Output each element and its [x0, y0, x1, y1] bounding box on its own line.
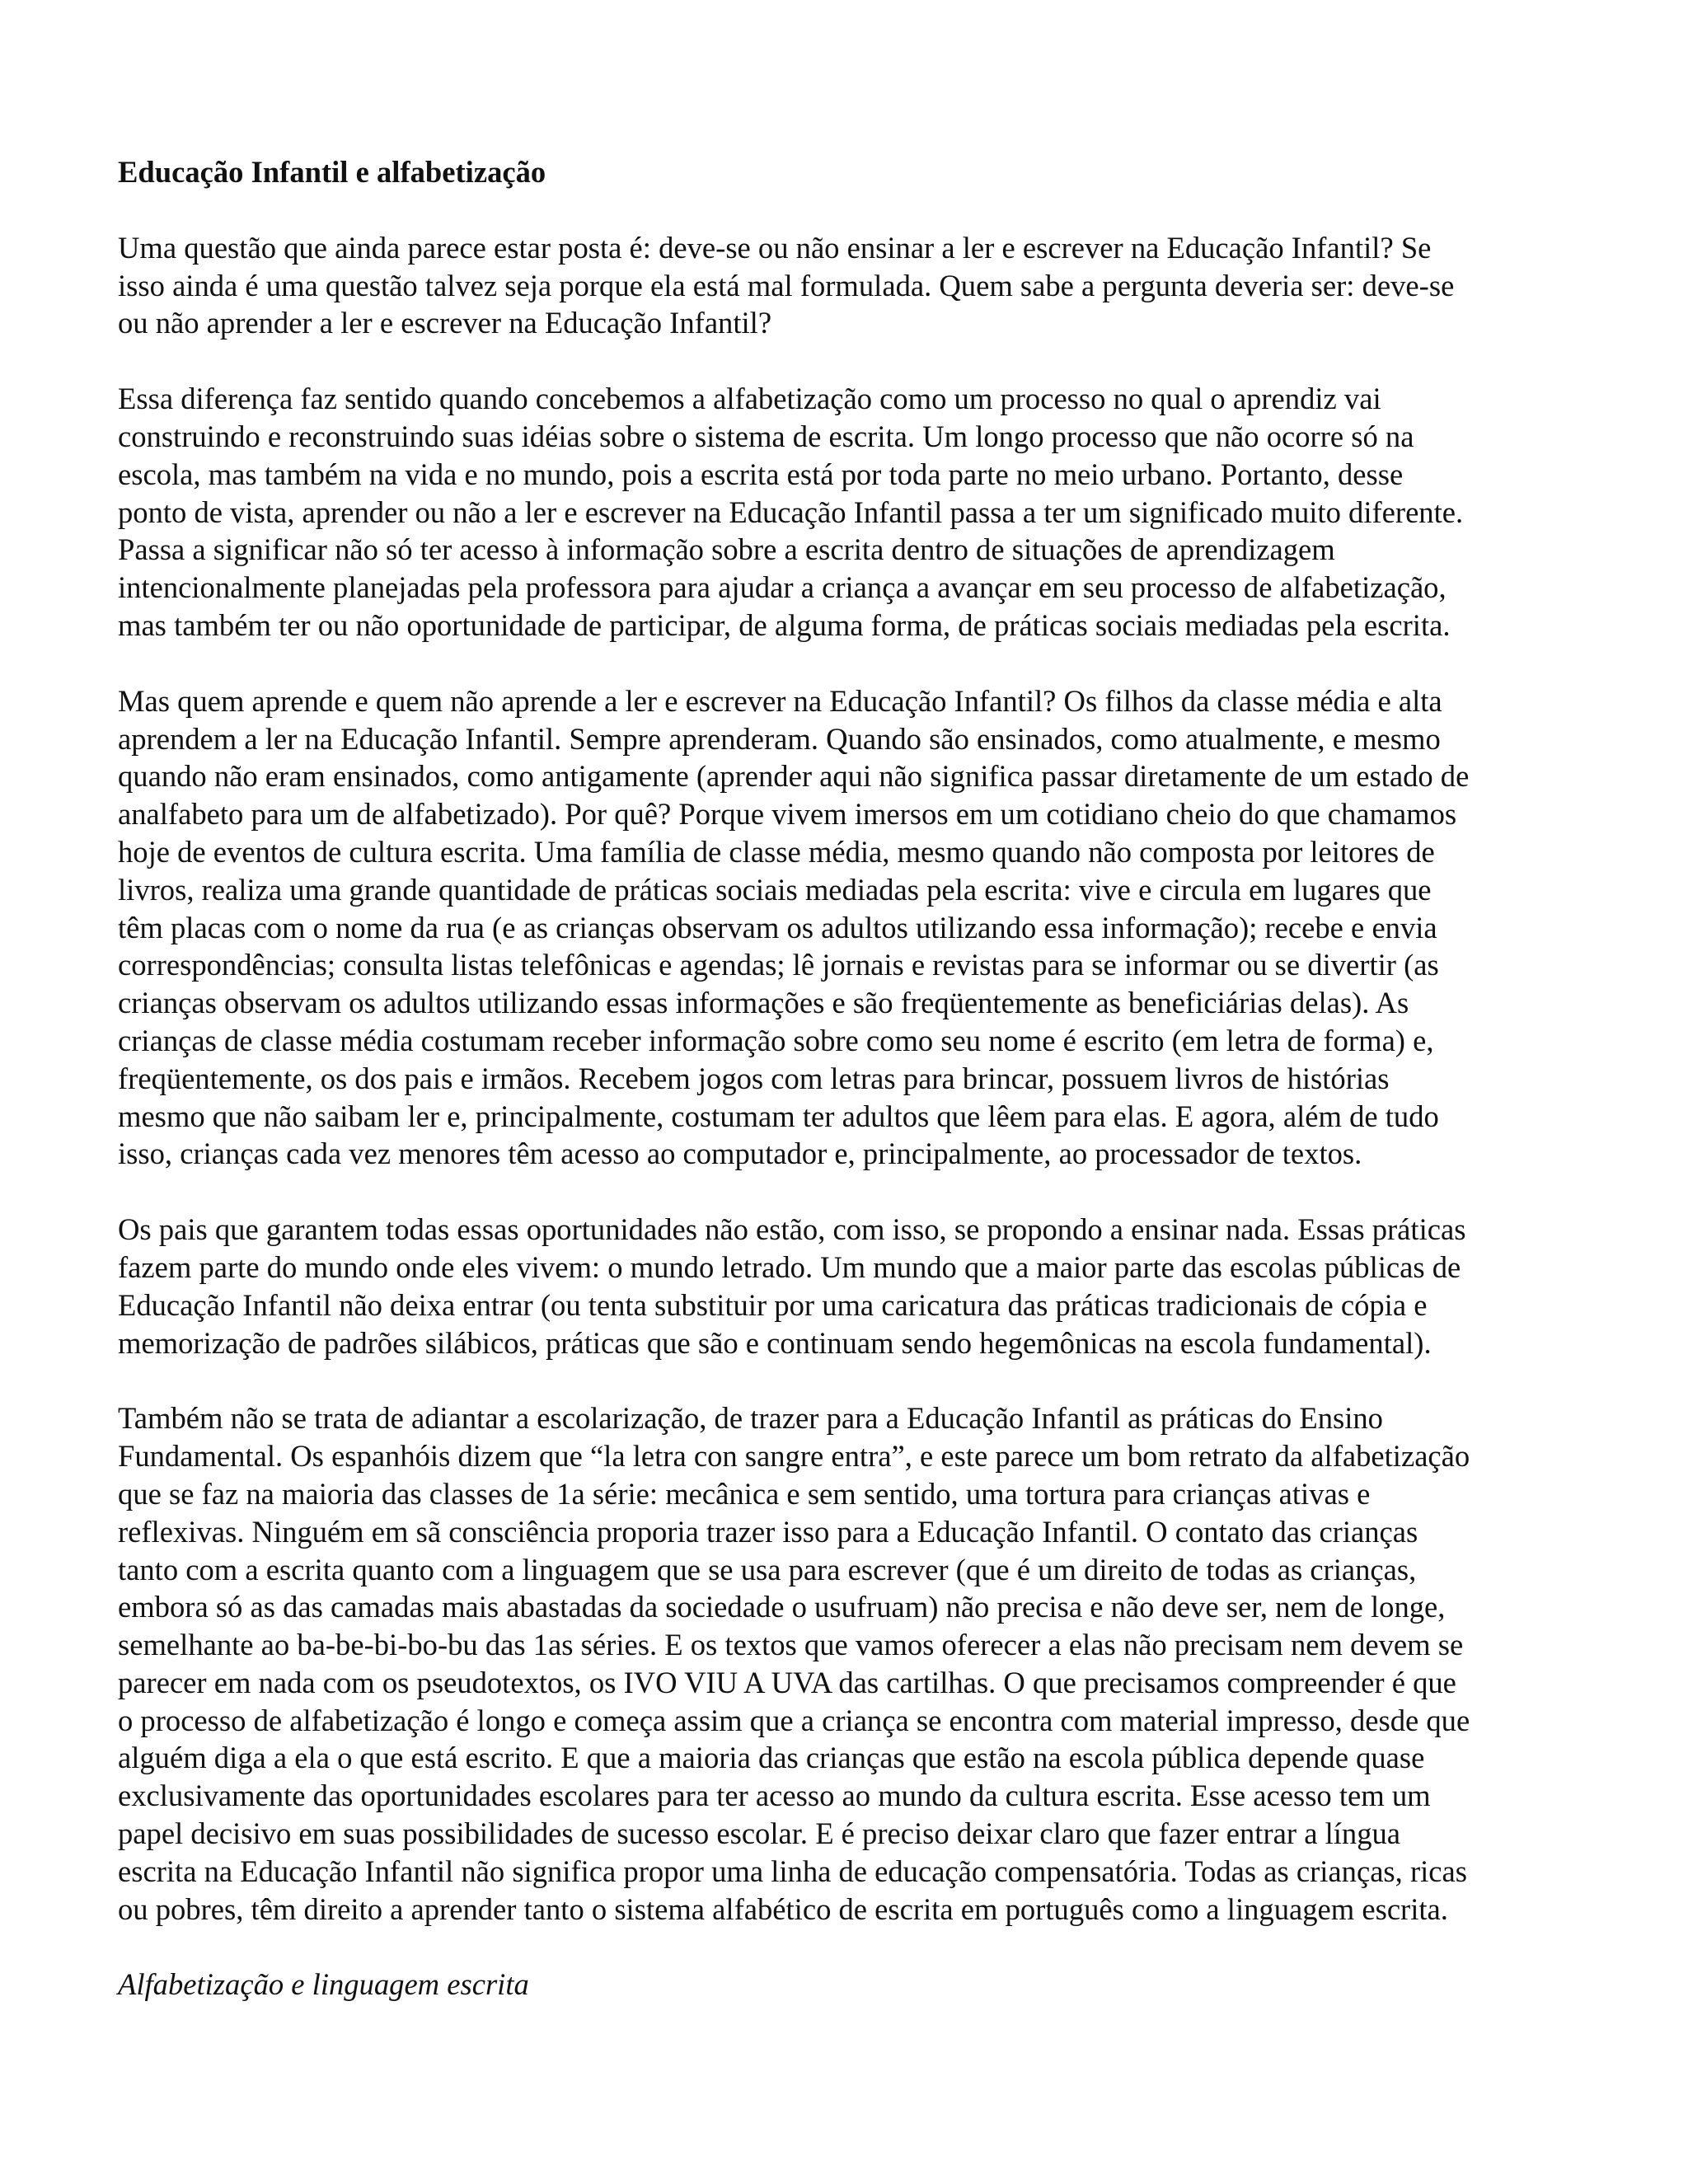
text-line: freqüentemente, os dos pais e irmãos. Recebem jogos com letras para brincar, possuem livros de histórias — [118, 1061, 1390, 1095]
text-line: escrita na Educação Infantil não significa propor uma linha de educação compensatória. Todas as crianças, ricas — [118, 1854, 1467, 1888]
text-line: reflexivas. Ninguém em sã consciência proporia trazer isso para a Educação Infantil. O contato das crianças — [118, 1514, 1418, 1549]
text-line: livros, realiza uma grande quantidade de práticas sociais mediadas pela escrita: vive e circula em lugares que — [118, 872, 1432, 907]
paragraph — [118, 380, 1585, 644]
text-line: crianças observam os adultos utilizando essas informações e são freqüentemente as beneficiárias delas). As — [118, 986, 1409, 1020]
text-line: escola, mas também na vida e no mundo, pois a escrita está por toda parte no meio urbano. Portanto, desse — [118, 457, 1404, 491]
text-line: semelhante ao ba-be-bi-bo-bu das 1as séries. E os textos que vamos oferecer a elas não precisam nem devem se — [118, 1628, 1464, 1662]
text-line: ou não aprender a ler e escrever na Educação Infantil? — [118, 306, 772, 340]
paragraph — [118, 682, 1585, 1173]
text-line: Passa a significar não só ter acesso à informação sobre a escrita dentro de situações de aprendizagem — [118, 532, 1335, 567]
text-line: Educação Infantil não deixa entrar (ou tenta substituir por uma caricatura das práticas tradicionais de cópia e — [118, 1287, 1428, 1322]
text-line: alguém diga a ela o que está escrito. E que a maioria das crianças que estão na escola pública depende quase — [118, 1741, 1425, 1775]
text-line: memorização de padrões silábicos, práticas que são e continuam sendo hegemônicas na escola fundamental). — [118, 1325, 1432, 1360]
text-line: isso ainda é uma questão talvez seja porque ela está mal formulada. Quem sabe a pergunta deveria ser: deve-se — [118, 268, 1455, 302]
document-title: Educação Infantil e alfabetização — [118, 155, 546, 189]
text-line: parecer em nada com os pseudotextos, os IVO VIU A UVA das cartilhas. O que precisamos compreender é que — [118, 1665, 1456, 1699]
text-line: correspondências; consulta listas telefônicas e agendas; lê jornais e revistas para se informar ou se divertir (as — [118, 948, 1439, 982]
text-line: Os pais que garantem todas essas oportunidades não estão, com isso, se propondo a ensinar nada. Essas práticas — [118, 1212, 1466, 1247]
text-line: crianças de classe média costumam receber informação sobre como seu nome é escrito (em letra de forma) e, — [118, 1023, 1434, 1057]
text-line: hoje de eventos de cultura escrita. Uma família de classe média, mesmo quando não composta por leitores de — [118, 834, 1435, 869]
text-line: Também não se trata de adiantar a escolarização, de trazer para a Educação Infantil as práticas do Ensino — [118, 1401, 1383, 1436]
section-subtitle: Alfabetização e linguagem escrita — [118, 1967, 529, 2002]
text-line: que se faz na maioria das classes de 1a série: mecânica e sem sentido, uma tortura para crianças ativas e — [118, 1476, 1371, 1511]
document-page — [118, 153, 1585, 2004]
text-line: aprendem a ler na Educação Infantil. Sempre aprenderam. Quando são ensinados, como atualmente, e mesmo — [118, 721, 1441, 756]
text-line: construindo e reconstruindo suas idéias sobre o sistema de escrita. Um longo processo que não ocorre só na — [118, 419, 1414, 453]
text-line: exclusivamente das oportunidades escolares para ter acesso ao mundo da cultura escrita. Esse acesso tem um — [118, 1779, 1431, 1813]
text-line: Mas quem aprende e quem não aprende a ler e escrever na Educação Infantil? Os filhos da classe média e alta — [118, 683, 1442, 718]
paragraph — [118, 1211, 1585, 1361]
text-line: ponto de vista, aprender ou não a ler e escrever na Educação Infantil passa a ter um significado muito diferente. — [118, 494, 1464, 529]
text-line: papel decisivo em suas possibilidades de sucesso escolar. E é preciso deixar claro que fazer entrar a língua — [118, 1816, 1401, 1851]
text-line: Fundamental. Os espanhóis dizem que “la letra con sangre entra”, e este parece um bom retrato da alfabetização — [118, 1439, 1470, 1474]
text-line: embora só as das camadas mais abastadas da sociedade o usufruam) não precisa e não deve ser, nem de longe, — [118, 1590, 1446, 1624]
text-line: ou pobres, têm direito a aprender tanto o sistema alfabético de escrita em português como a linguagem escrita. — [118, 1891, 1448, 1926]
text-line: têm placas com o nome da rua (e as crianças observam os adultos utilizando essa informação); recebe e envia — [118, 910, 1437, 944]
text-line: analfabeto para um de alfabetizado). Por quê? Porque vivem imersos em um cotidiano cheio do que chamamos — [118, 797, 1457, 832]
paragraph — [118, 229, 1585, 342]
text-line: mas também ter ou não oportunidade de participar, de alguma forma, de práticas sociais mediadas pela escrita. — [118, 607, 1451, 642]
text-line: intencionalmente planejadas pela professora para ajudar a criança a avançar em seu processo de alfabetização, — [118, 570, 1447, 605]
text-line: Essa diferença faz sentido quando concebemos a alfabetização como um processo no qual o aprendiz vai — [118, 382, 1381, 416]
text-line: isso, crianças cada vez menores têm acesso ao computador e, principalmente, ao processador de textos. — [118, 1137, 1362, 1171]
text-line: quando não eram ensinados, como antigamente (aprender aqui não significa passar diretamente de um estado de — [118, 759, 1470, 794]
text-line: o processo de alfabetização é longo e começa assim que a criança se encontra com material impresso, desde que — [118, 1703, 1470, 1737]
text-line: Uma questão que ainda parece estar posta é: deve-se ou não ensinar a ler e escrever na Educação Infantil? Se — [118, 230, 1432, 265]
paragraph — [118, 1399, 1585, 1928]
document-body — [118, 229, 1585, 1929]
text-line: fazem parte do mundo onde eles vivem: o mundo letrado. Um mundo que a maior parte das escolas públicas de — [118, 1249, 1461, 1284]
text-line: tanto com a escrita quanto com a linguagem que se usa para escrever (que é um direito de todas as crianças, — [118, 1552, 1417, 1586]
text-line: mesmo que não saibam ler e, principalmente, costumam ter adultos que lêem para elas. E agora, além de tudo — [118, 1099, 1439, 1133]
